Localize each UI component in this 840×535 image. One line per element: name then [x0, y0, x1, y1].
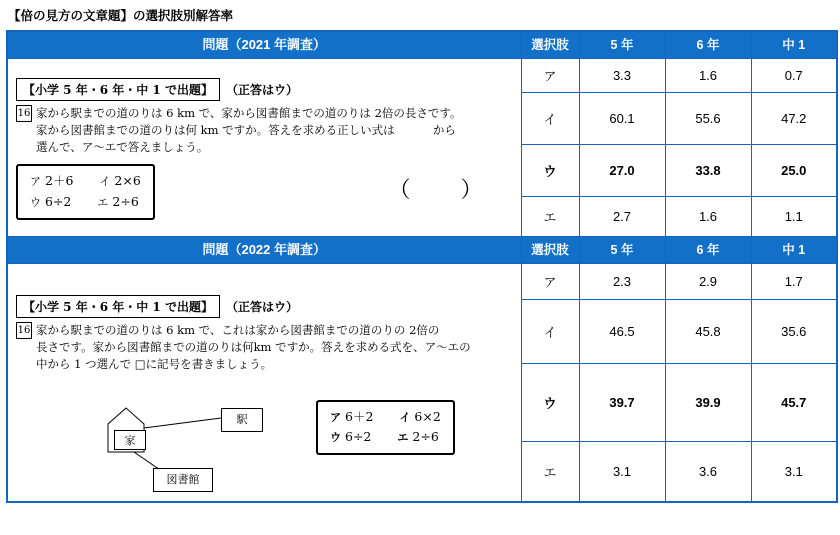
value-grade6: 1.6	[665, 197, 751, 237]
diagram-node-station: 駅	[221, 408, 263, 432]
option-box-2022	[316, 400, 455, 455]
diagram-node-house: 家	[114, 430, 146, 450]
question-title-row	[16, 78, 513, 101]
choice-label: エ	[521, 197, 579, 237]
table-row	[7, 59, 837, 93]
option-label-a: ア	[30, 175, 41, 189]
question-statement	[16, 105, 513, 157]
option-text-a: 6＋2	[345, 408, 374, 424]
value-grade6: 1.6	[665, 59, 751, 93]
option-row	[30, 192, 141, 213]
value-grade6: 39.9	[665, 364, 751, 442]
question-line: 長さです。家から図書館までの道のりは何km ですか。答えを求める式を、ア～エの	[36, 340, 471, 355]
value-grade5: 2.7	[579, 197, 665, 237]
value-grade6: 33.8	[665, 145, 751, 197]
value-grade5: 39.7	[579, 364, 665, 442]
column-header-grade6: 6 年	[665, 237, 751, 264]
value-junior1: 3.1	[751, 442, 837, 502]
question-line: 中から 1 つ選んで □に記号を書きましょう。	[36, 357, 273, 372]
option-label-d: エ	[397, 431, 409, 445]
value-junior1: 0.7	[751, 59, 837, 93]
block-header-2022: 問題（2022 年調査）	[7, 237, 521, 264]
column-header-junior1: 中 1	[751, 31, 837, 59]
choice-label: エ	[521, 442, 579, 502]
table-header-row-2022	[7, 237, 837, 264]
value-junior1: 47.2	[751, 93, 837, 145]
question-subject-label: 【小学 5 年・6 年・中 1 で出題】	[16, 78, 220, 101]
choice-label: ア	[521, 59, 579, 93]
value-grade5: 3.1	[579, 442, 665, 502]
option-label-c: ウ	[330, 431, 341, 445]
option-text-b: 6×2	[414, 408, 441, 424]
column-header-junior1: 中 1	[751, 237, 837, 264]
option-row	[330, 427, 441, 448]
question-line-text: 家から図書館までの道のりは何 km ですか。答えを求める正しい式は から	[36, 122, 456, 137]
column-header-grade5: 5 年	[579, 31, 665, 59]
option-text-d: 2÷6	[412, 429, 439, 445]
value-grade6: 45.8	[665, 300, 751, 364]
option-text-d: 2÷6	[112, 193, 139, 209]
value-grade5: 27.0	[579, 145, 665, 197]
value-junior1: 1.7	[751, 264, 837, 300]
diagram-node-library: 図書館	[153, 468, 213, 492]
option-box-wrap-2022	[316, 394, 455, 455]
block-header-2021: 問題（2021 年調査）	[7, 31, 521, 59]
option-text-c: 6÷2	[345, 429, 372, 445]
option-label-c: ウ	[30, 195, 41, 209]
option-label-b: イ	[399, 410, 411, 424]
question-line: 選んで、ア～エで答えましょう。	[36, 140, 209, 154]
option-label-d: エ	[97, 195, 109, 209]
question-correct-answer: （正答はウ）	[225, 299, 298, 314]
option-text-a: 2＋6	[45, 173, 74, 189]
table-row	[7, 264, 837, 300]
value-grade6: 55.6	[665, 93, 751, 145]
value-grade5: 2.3	[579, 264, 665, 300]
choice-label: ア	[521, 264, 579, 300]
page-title: 【倍の見方の文章題】の選択肢別解答率	[8, 9, 234, 23]
value-grade5: 60.1	[579, 93, 665, 145]
value-grade5: 46.5	[579, 300, 665, 364]
question-line: 家から駅までの道のりは 6 km で、家から図書館までの道のりは 2倍の長さです。	[36, 105, 462, 120]
value-junior1: 35.6	[751, 300, 837, 364]
answer-parenthesis: （ ）	[388, 178, 485, 204]
column-header-choice: 選択肢	[521, 31, 579, 59]
choice-label: イ	[521, 300, 579, 364]
route-diagram	[16, 380, 513, 486]
choice-label: イ	[521, 93, 579, 145]
choice-label: ウ	[521, 145, 579, 197]
option-row	[330, 407, 441, 428]
choice-label: ウ	[521, 364, 579, 442]
question-body-2022	[8, 289, 521, 486]
value-grade6: 3.6	[665, 442, 751, 502]
table-header-row-2021	[7, 31, 837, 59]
question-statement	[16, 322, 513, 374]
question-text	[36, 322, 509, 374]
question-text	[36, 105, 509, 157]
answer-rate-table	[6, 30, 838, 503]
question-cell-2022	[7, 264, 521, 502]
value-junior1: 45.7	[751, 364, 837, 442]
value-junior1: 1.1	[751, 197, 837, 237]
column-header-choice: 選択肢	[521, 237, 579, 264]
column-header-grade6: 6 年	[665, 31, 751, 59]
question-title-row	[16, 295, 513, 318]
question-number: 16	[16, 322, 32, 339]
question-options-row	[16, 158, 513, 219]
question-line	[36, 123, 456, 137]
option-text-c: 6÷2	[45, 193, 72, 209]
question-cell-2021	[7, 59, 521, 237]
question-correct-answer: （正答はウ）	[225, 82, 298, 97]
value-junior1: 25.0	[751, 145, 837, 197]
column-header-grade5: 5 年	[579, 237, 665, 264]
option-label-b: イ	[99, 175, 111, 189]
question-line: 家から駅までの道のりは 6 km で、これは家から図書館までの道のりの 2倍の	[36, 322, 440, 337]
option-label-a: ア	[330, 410, 341, 424]
question-subject-label: 【小学 5 年・6 年・中 1 で出題】	[16, 295, 220, 318]
option-row	[30, 171, 141, 192]
option-text-b: 2×6	[114, 173, 141, 189]
question-body-2021	[8, 72, 521, 224]
option-box-2021	[16, 164, 155, 219]
value-grade5: 3.3	[579, 59, 665, 93]
value-grade6: 2.9	[665, 264, 751, 300]
question-number: 16	[16, 105, 32, 122]
